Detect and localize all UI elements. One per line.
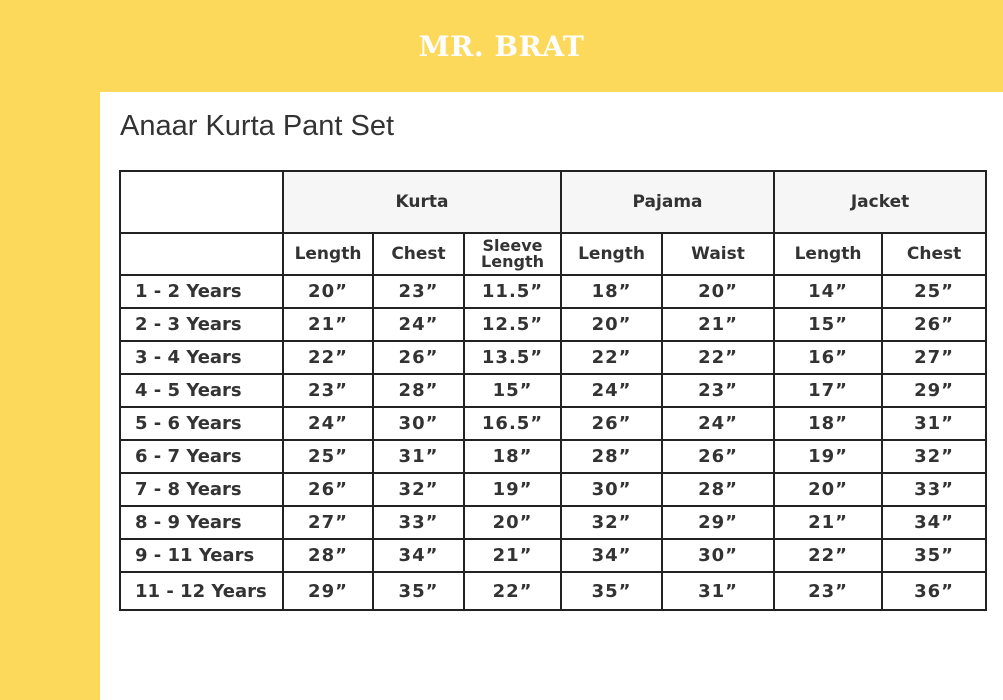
pajama-length-cell: 24” [561,374,662,407]
brand-logo-text: MR. BRAT [418,29,585,63]
column-header-kurta-sleeve-length: Sleeve Length [464,233,561,275]
kurta-sleeve-length-cell: 13.5” [464,341,561,374]
kurta-sleeve-length-cell: 21” [464,539,561,572]
jacket-length-cell: 21” [774,506,882,539]
age-cell: 3 - 4 Years [120,341,283,374]
pajama-waist-cell: 28” [662,473,774,506]
pajama-length-cell: 32” [561,506,662,539]
jacket-chest-cell: 36” [882,572,986,610]
table-row [120,308,986,341]
size-chart-table [119,170,987,611]
pajama-waist-cell: 31” [662,572,774,610]
kurta-length-cell: 28” [283,539,373,572]
jacket-length-cell: 16” [774,341,882,374]
pajama-length-cell: 22” [561,341,662,374]
jacket-length-cell: 19” [774,440,882,473]
jacket-chest-cell: 34” [882,506,986,539]
kurta-chest-cell: 31” [373,440,464,473]
age-cell: 2 - 3 Years [120,308,283,341]
content-panel [100,92,1003,700]
group-header-pajama: Pajama [561,171,774,233]
column-header-kurta-chest: Chest [373,233,464,275]
pajama-waist-cell: 26” [662,440,774,473]
table-row [120,440,986,473]
age-column-header [120,233,283,275]
jacket-length-cell: 17” [774,374,882,407]
group-header-jacket: Jacket [774,171,986,233]
kurta-length-cell: 20” [283,275,373,308]
group-header-row [120,171,986,233]
kurta-chest-cell: 35” [373,572,464,610]
kurta-chest-cell: 26” [373,341,464,374]
pajama-waist-cell: 20” [662,275,774,308]
table-row [120,407,986,440]
age-cell: 6 - 7 Years [120,440,283,473]
column-header-pajama-length: Length [561,233,662,275]
table-row [120,506,986,539]
kurta-length-cell: 29” [283,572,373,610]
age-cell: 5 - 6 Years [120,407,283,440]
jacket-chest-cell: 25” [882,275,986,308]
jacket-chest-cell: 32” [882,440,986,473]
kurta-sleeve-length-cell: 20” [464,506,561,539]
pajama-length-cell: 18” [561,275,662,308]
table-row [120,275,986,308]
jacket-chest-cell: 33” [882,473,986,506]
column-header-jacket-length: Length [774,233,882,275]
jacket-length-cell: 15” [774,308,882,341]
kurta-chest-cell: 23” [373,275,464,308]
kurta-length-cell: 24” [283,407,373,440]
kurta-sleeve-length-cell: 12.5” [464,308,561,341]
jacket-length-cell: 22” [774,539,882,572]
pajama-waist-cell: 30” [662,539,774,572]
table-row [120,473,986,506]
jacket-chest-cell: 35” [882,539,986,572]
kurta-sleeve-length-cell: 22” [464,572,561,610]
column-header-kurta-length: Length [283,233,373,275]
pajama-length-cell: 26” [561,407,662,440]
pajama-waist-cell: 29” [662,506,774,539]
jacket-length-cell: 23” [774,572,882,610]
kurta-sleeve-length-cell: 19” [464,473,561,506]
corner-cell [120,171,283,233]
table-row [120,374,986,407]
pajama-length-cell: 20” [561,308,662,341]
kurta-sleeve-length-cell: 15” [464,374,561,407]
kurta-length-cell: 21” [283,308,373,341]
jacket-length-cell: 14” [774,275,882,308]
kurta-chest-cell: 28” [373,374,464,407]
jacket-chest-cell: 27” [882,341,986,374]
kurta-length-cell: 27” [283,506,373,539]
brand-header [0,0,1003,92]
jacket-chest-cell: 26” [882,308,986,341]
kurta-chest-cell: 34” [373,539,464,572]
jacket-chest-cell: 31” [882,407,986,440]
kurta-length-cell: 25” [283,440,373,473]
column-header-pajama-waist: Waist [662,233,774,275]
kurta-sleeve-length-cell: 16.5” [464,407,561,440]
pajama-length-cell: 30” [561,473,662,506]
pajama-waist-cell: 24” [662,407,774,440]
age-cell: 11 - 12 Years [120,572,283,610]
age-cell: 9 - 11 Years [120,539,283,572]
kurta-length-cell: 26” [283,473,373,506]
jacket-chest-cell: 29” [882,374,986,407]
table-row [120,539,986,572]
pajama-length-cell: 28” [561,440,662,473]
pajama-waist-cell: 22” [662,341,774,374]
age-cell: 8 - 9 Years [120,506,283,539]
kurta-length-cell: 22” [283,341,373,374]
pajama-length-cell: 34” [561,539,662,572]
age-cell: 4 - 5 Years [120,374,283,407]
jacket-length-cell: 20” [774,473,882,506]
table-row [120,341,986,374]
pajama-waist-cell: 21” [662,308,774,341]
kurta-chest-cell: 33” [373,506,464,539]
column-header-jacket-chest: Chest [882,233,986,275]
kurta-sleeve-length-cell: 18” [464,440,561,473]
kurta-chest-cell: 32” [373,473,464,506]
jacket-length-cell: 18” [774,407,882,440]
kurta-length-cell: 23” [283,374,373,407]
page-title: Anaar Kurta Pant Set [120,110,395,142]
kurta-sleeve-length-cell: 11.5” [464,275,561,308]
group-header-kurta: Kurta [283,171,561,233]
pajama-waist-cell: 23” [662,374,774,407]
kurta-chest-cell: 24” [373,308,464,341]
age-cell: 7 - 8 Years [120,473,283,506]
age-cell: 1 - 2 Years [120,275,283,308]
pajama-length-cell: 35” [561,572,662,610]
column-header-row [120,233,986,275]
table-row [120,572,986,610]
kurta-chest-cell: 30” [373,407,464,440]
